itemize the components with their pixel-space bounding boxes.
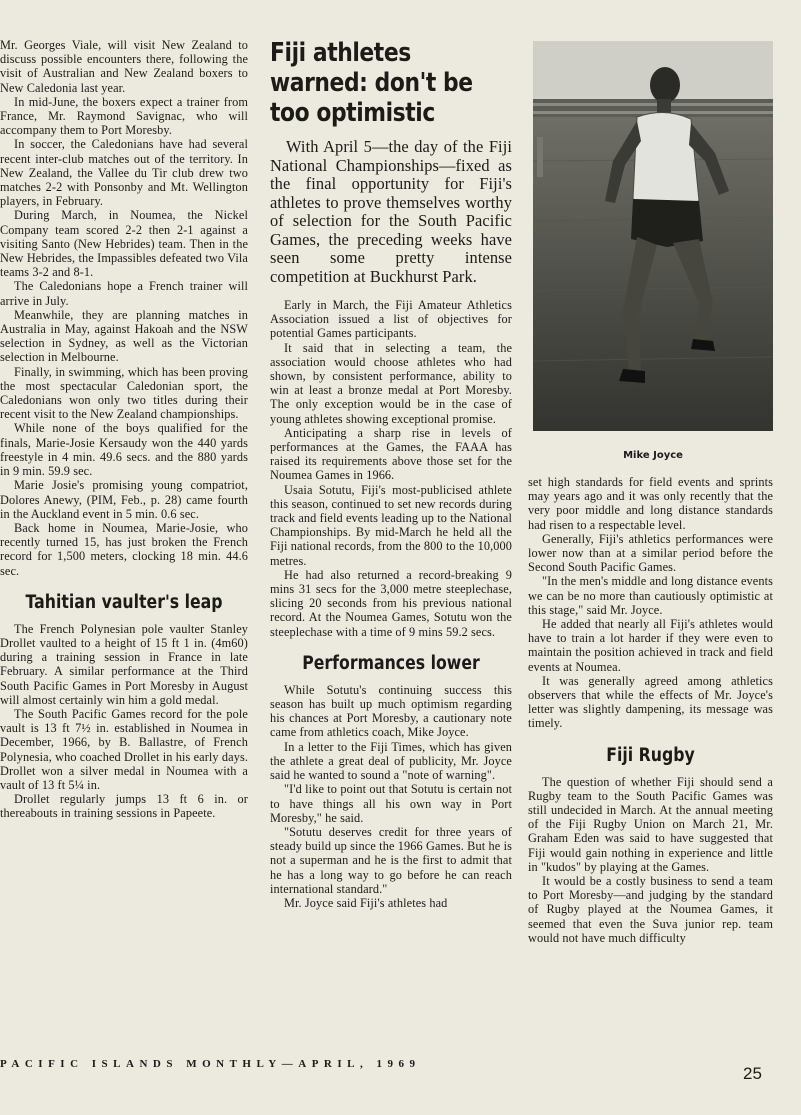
column-3 [528,447,773,1047]
paragraph: "I'd like to point out that Sotutu is certain not to have things all his own way in Port Moresby," he said. [270,782,512,825]
paragraph: It would be a costly business to send a team to Port Moresby—and judging by the standard of Rugby played at the Noumea Games, it seemed that even the Suva junior rep. team would not have much difficulty [528,874,773,945]
page-number: 25 [743,1064,762,1083]
paragraph: Finally, in swimming, which has been proving the most spectacular Caledonian sport, the Caledonians won only two titles during their recent visit to the New Zealand championships. [0,364,248,422]
paragraph: He added that nearly all Fiji's athletes would have to train a lot harder if they were even to maintain the position achieved in track and field events at Noumea. [528,617,773,674]
column-1 [0,38,248,1050]
paragraph: Marie Josie's promising young compatriot, Dolores Anewy, (PIM, Feb., p. 28) came fourth in the Auckland event in 5 min. 0.6 sec. [0,478,248,521]
paragraph: The Caledonians hope a French trainer will arrive in July. [0,279,248,308]
col3-section-a [528,475,773,731]
paragraph: "In the men's middle and long distance events we can be no more than cautiously optimistic at this stage," said Mr. Joyce. [528,574,773,617]
paragraph: set high standards for field events and sprints may years ago and it was only recently that the very poor middle and long distance standards had risen to a respectable level. [528,475,773,532]
paragraph: The South Pacific Games record for the pole vault is 13 ft 7½ in. established in Noumea in December, 1966, by B. Ballastre, of French Polynesia, who coached Drollet in his early days. Drollet won a silver medal in Noumea with a vault of 13 ft 5¼ in. [0,706,248,792]
paragraph: In a letter to the Fiji Times, which has given the athlete a great deal of publicity, Mr. Joyce said he wanted to sound a "note of warning". [270,739,512,783]
paragraph: Generally, Fiji's athletics performances were lower now than at a similar period before the Second South Pacific Games. [528,531,773,575]
col1-section-a [0,38,248,578]
paragraph: He had also returned a record-breaking 9 mins 31 secs for the 3,000 metre steeplechase, slicing 20 seconds from his previous national record. At the Noumea Games, Sotutu won the steeplechase with a time of 9 mins 59.2 secs. [270,567,512,639]
paragraph: In mid-June, the boxers expect a trainer from France, Mr. Raymond Savignac, who will accompany them to Port Moresby. [0,94,248,138]
column-2 [270,38,512,1050]
paragraph: Drollet regularly jumps 13 ft 6 in. or thereabouts in training sessions in Papeete. [0,792,248,821]
runner-photo-illustration [533,41,773,431]
col1-section-b [0,622,248,821]
running-footer: PACIFIC ISLANDS MONTHLY—APRIL, 1969 [0,1058,421,1070]
paragraph: "Sotutu deserves credit for three years of steady build up since the 1966 Games. But he is not a superman and he is the first to admit that he has a long way to go before he can reach international standard." [270,824,512,896]
paragraph: Mr. Joyce said Fiji's athletes had [284,895,448,910]
paragraph: While Sotutu's continuing success this season has built up much optimism regarding his chances at Port Moresby, a cautionary note came from athletics coach, Mike Joyce. [270,682,512,740]
paragraph: In soccer, the Caledonians have had several recent inter-club matches out of the territory. In New Zealand, the Vallee du Tir club drew two matches 2-2 with Ponsonby and Mt. Wellington players, in February. [0,137,248,209]
photo-caption: Mike Joyce [623,450,683,461]
col2-section-a [270,298,512,639]
paragraph: During March, in Noumea, the Nickel Company team scored 2-2 then 2-1 against a visiting Santo (New Hebrides) team. Then in the New Hebrides, the Impassibles defeated two Vila teams 3-2 and 8-1. [0,208,248,280]
paragraph: Early in March, the Fiji Amateur Athletics Association issued a list of objectives for potential Games participants. [270,298,512,341]
paragraph: Mr. Georges Viale, will visit New Zealand to discuss possible encounters there, following the visit of Australian and New Zealand boxers to New Caledonia last year. [0,38,248,95]
paragraph: It said that in selecting a team, the association would choose athletes who had shown, by consistent performance, ability to win at least a bronze medal at Port Moresby. The only exception would be in the case of young athletes showing exceptional promise. [270,340,512,426]
paragraph: Back home in Noumea, Marie-Josie, who recently turned 15, has just broken the French record for 1,500 meters, clocking 18 min. 44.6 sec. [0,520,248,578]
paragraph: Usaia Sotutu, Fiji's most-publicised athlete this season, continued to set new records during track and field events leading up to the National Championships. By mid-March he held all the Fiji national records, from the 800 to the 10,000 metres. [270,482,512,568]
caption-spacer [528,447,773,475]
paragraph: The question of whether Fiji should send a Rugby team to the South Pacific Games was still undecided in March. At the annual meeting of the Fiji Rugby Union on March 21, Mr. Graham Eden was said to have suggested that Fiji would gain nothing in experience and little in "kudos" by playing at the Games. [528,774,773,874]
article-headline: Fiji athletes warned: don't be too optimistic [270,38,473,128]
subheading-fiji-rugby: Fiji Rugby [606,744,695,766]
paragraph: Meanwhile, they are planning matches in Australia in May, against Hakoah and the NSW selection in Sydney, as well as the Victorian selection in Melbourne. [0,307,248,365]
athlete-photo [533,41,773,431]
col3-section-b [528,775,773,945]
subheading-performances-lower: Performances lower [302,652,480,674]
paragraph: It was generally agreed among athletics observers that while the effects of Mr. Joyce's letter was slightly dampening, its message was timely. [528,673,773,731]
subheading-tahitian-vaulter: Tahitian vaulter's leap [25,591,223,613]
paragraph: The French Polynesian pole vaulter Stanley Drollet vaulted to a height of 15 ft 1 in. (4m60) during a training session in France in late February. A similar performance at the Third South Pacific Games in Port Moresby in August will almost certainly win him a gold medal. [0,621,248,707]
paragraph: While none of the boys qualified for the finals, Marie-Josie Kersaudy won the 440 yards freestyle in 4 min. 49.6 secs. and the 880 yards in 9 min. 59.9 sec. [0,421,248,479]
paragraph: Anticipating a sharp rise in levels of performances at the Games, the FAAA has raised its requirements above those set for the Noumea Games in 1966. [270,425,512,483]
article-lede: With April 5—the day of the Fiji National Championships—fixed as the final opportunity for Fiji's athletes to prove themselves worthy of selection for the South Pacific Games, the preceding weeks have seen some pretty intense competition at Buckhurst Park. [270,137,512,286]
col2-section-b [270,683,512,910]
